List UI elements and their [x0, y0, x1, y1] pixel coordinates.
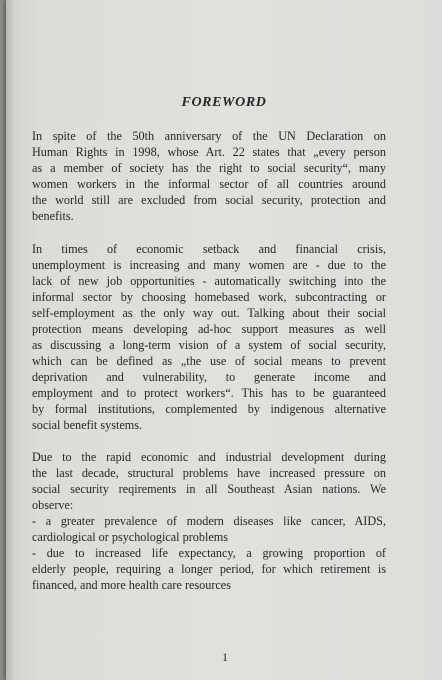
text-line: cardiological or psychological problems: [32, 530, 228, 544]
text-line: as a member of society has the right to social security“, many: [32, 161, 386, 175]
text-line: the world still are excluded from social security, protection and: [32, 193, 386, 207]
text-line: financed, and more health care resources: [32, 578, 231, 592]
text-line: employment and to protect workers“. This has to be guaranteed: [32, 386, 386, 400]
page-number: 1: [222, 650, 228, 664]
text-line: social benefit systems.: [32, 418, 143, 432]
text-line: Human Rights in 1998, whose Art. 22 states that „every person: [32, 145, 386, 159]
text-line: as discussing a long-term vision of a system of social security,: [32, 338, 386, 352]
text-line: benefits.: [32, 209, 74, 223]
paragraph-1: [32, 128, 386, 224]
text-line: In spite of the 50th anniversary of the UN Declaration on: [32, 129, 386, 143]
text-line: observe:: [32, 498, 74, 512]
text-line: women workers in the informal sector of all countries around: [32, 177, 386, 191]
text-line: deprivation and vulnerability, to generate income and: [32, 370, 386, 384]
text-line: informal sector by choosing homebased work, subcontracting or: [32, 290, 386, 304]
text-line: protection means developing ad-hoc support measures as well: [32, 322, 386, 336]
text-line: elderly people, requiring a longer period, for which retirement is: [32, 562, 386, 576]
text-line: which can be defined as „the use of social means to prevent: [32, 354, 386, 368]
text-line: In times of economic setback and financial crisis,: [32, 242, 386, 256]
book-page: [6, 0, 442, 680]
paragraph-3: [32, 449, 386, 593]
text-line: unemployment is increasing and many women are - due to the: [32, 258, 386, 272]
text-line: self-employment as the only way out. Talking about their social: [32, 306, 386, 320]
text-line: social security reqirements in all Southeast Asian nations. We: [32, 482, 386, 496]
text-line: the last decade, structural problems have increased pressure on: [32, 466, 386, 480]
text-line: - a greater prevalence of modern diseases like cancer, AIDS,: [32, 514, 386, 528]
page-title: FOREWORD: [181, 95, 267, 110]
text-line: by formal institutions, complemented by indigenous alternative: [32, 402, 386, 416]
paragraph-2: [32, 241, 386, 433]
text-line: Due to the rapid economic and industrial development during: [32, 450, 386, 464]
text-line: lack of new job opportunities - automatically switching into the: [32, 274, 386, 288]
text-line: - due to increased life expectancy, a growing proportion of: [32, 546, 386, 560]
